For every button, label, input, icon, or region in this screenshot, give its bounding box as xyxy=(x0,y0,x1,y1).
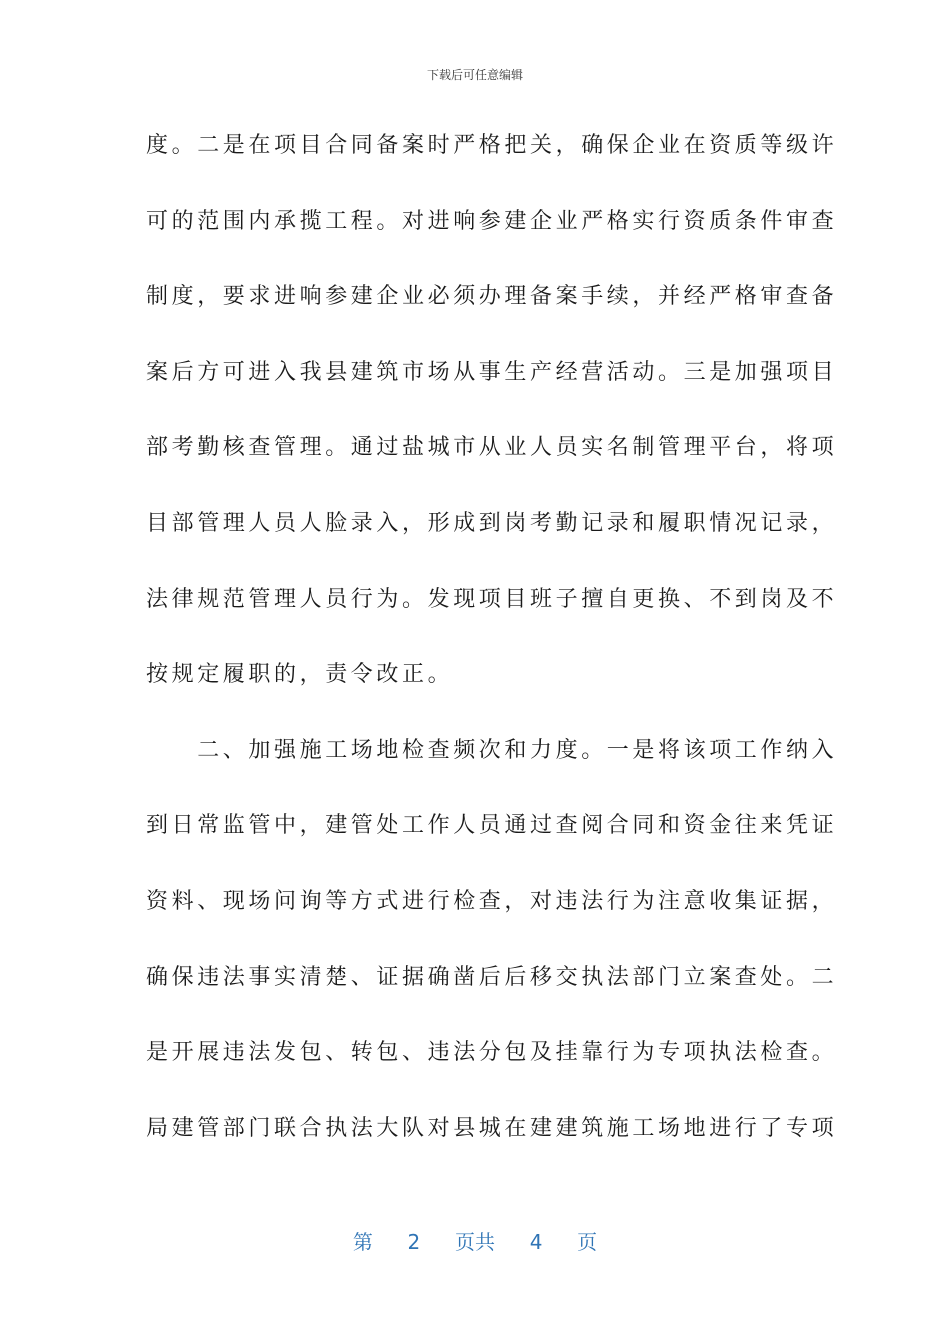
body-line: 制度，要求进响参建企业必须办理备案手续，并经严格审查备 xyxy=(146,284,838,310)
page-header: 下载后可任意编辑 xyxy=(426,68,523,82)
footer-label-ye-gong: 页共 xyxy=(455,1230,495,1254)
footer-total-pages: 4 xyxy=(529,1230,543,1254)
footer-current-page: 2 xyxy=(407,1230,421,1254)
body-line: 案后方可进入我县建筑市场从事生产经营活动。三是加强项目 xyxy=(146,359,838,385)
body-line: 二、加强施工场地检查频次和力度。一是将该项工作纳入 xyxy=(146,737,838,763)
body-line: 部考勤核查管理。通过盐城市从业人员实名制管理平台，将项 xyxy=(146,435,838,461)
body-line: 目部管理人员人脸录入，形成到岗考勤记录和履职情况记录， xyxy=(146,510,838,536)
body-line: 法律规范管理人员行为。发现项目班子擅自更换、不到岗及不 xyxy=(146,586,838,612)
footer-label-di: 第 xyxy=(352,1230,373,1254)
body-line: 度。二是在项目合同备案时严格把关，确保企业在资质等级许 xyxy=(146,133,838,158)
body-line: 可的范围内承揽工程。对进响参建企业严格实行资质条件审查 xyxy=(146,208,838,234)
body-line: 按规定履职的，责令改正。 xyxy=(146,662,454,688)
body-line: 资料、现场问询等方式进行检查，对违法行为注意收集证据， xyxy=(146,888,838,914)
body-line: 局建管部门联合执法大队对县城在建建筑施工场地进行了专项 xyxy=(146,1115,838,1141)
document-body xyxy=(146,124,838,1182)
footer-label-ye: 页 xyxy=(577,1230,598,1254)
body-line: 确保违法事实清楚、证据确凿后后移交执法部门立案查处。二 xyxy=(146,964,838,990)
body-line: 到日常监管中，建管处工作人员通过查阅合同和资金往来凭证 xyxy=(146,813,838,839)
body-line: 是开展违法发包、转包、违法分包及挂靠行为专项执法检查。 xyxy=(146,1040,838,1066)
page-footer xyxy=(0,1226,950,1255)
